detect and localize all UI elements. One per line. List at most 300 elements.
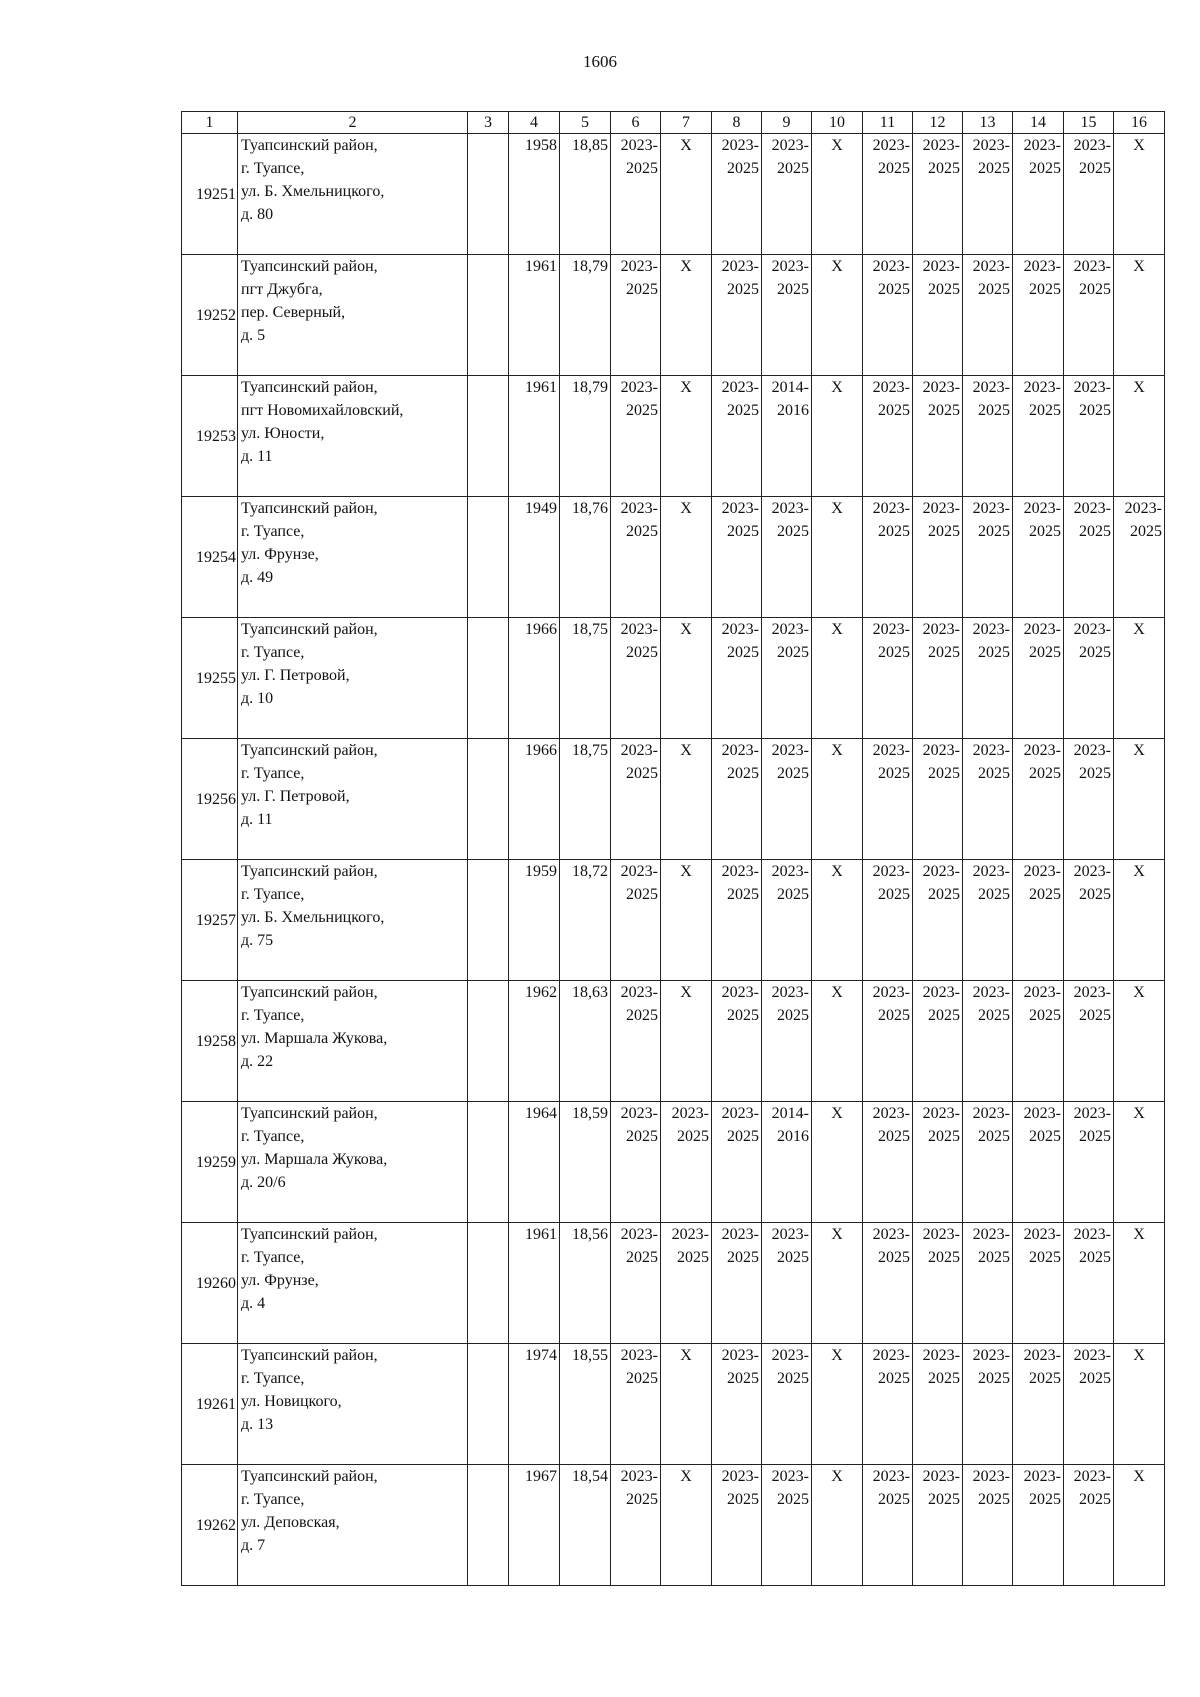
address-line: пер. Северный, — [241, 304, 346, 321]
period-line: Х — [680, 1347, 692, 1364]
period-line: 2023- — [1023, 258, 1061, 275]
cell-c10 — [812, 981, 863, 1102]
period-line: 2023- — [721, 621, 759, 638]
period-line: 2023- — [620, 863, 658, 880]
period-line: 2025 — [1130, 523, 1162, 540]
period-line: Х — [680, 137, 692, 154]
period-line: Х — [680, 742, 692, 759]
cell-c14 — [1013, 497, 1064, 618]
cell-c3 — [468, 1102, 509, 1223]
period-line: 2025 — [978, 402, 1010, 419]
address-line: д. 4 — [241, 1295, 266, 1312]
period-line: 2025 — [1029, 402, 1061, 419]
table-row — [182, 1344, 1165, 1465]
cell-c15 — [1064, 1344, 1114, 1465]
period-line: Х — [831, 863, 843, 880]
cell-c4: 1966 — [509, 618, 560, 739]
period-line: 2023- — [771, 1226, 809, 1243]
period-line: Х — [1133, 863, 1145, 880]
period-line: 2025 — [727, 1370, 759, 1387]
cell-c5: 18,59 — [560, 1102, 611, 1223]
period-line: 2025 — [777, 886, 809, 903]
cell-c16 — [1114, 1344, 1165, 1465]
cell-c14 — [1013, 860, 1064, 981]
cell-c8 — [712, 739, 762, 860]
period-line: 2023- — [620, 1468, 658, 1485]
period-line: 2025 — [978, 1249, 1010, 1266]
period-line: 2025 — [878, 160, 910, 177]
period-line: 2023- — [922, 1468, 960, 1485]
cell-c12 — [913, 981, 963, 1102]
table-row — [182, 1102, 1165, 1223]
cell-c4: 1961 — [509, 255, 560, 376]
cell-c11 — [863, 1223, 913, 1344]
cell-c8 — [712, 376, 762, 497]
cell-c7 — [661, 618, 712, 739]
period-line: 2025 — [777, 160, 809, 177]
cell-c7 — [661, 860, 712, 981]
period-line: 2023- — [1073, 1226, 1111, 1243]
period-line: 2025 — [777, 1491, 809, 1508]
cell-c4: 1961 — [509, 1223, 560, 1344]
address-line: г. Туапсе, — [241, 886, 305, 903]
period-line: 2025 — [727, 644, 759, 661]
address-cell — [238, 134, 468, 255]
cell-c8 — [712, 981, 762, 1102]
period-line: 2025 — [626, 1491, 658, 1508]
cell-c9 — [762, 981, 812, 1102]
period-line: 2025 — [1079, 1249, 1111, 1266]
period-line: 2023- — [1073, 863, 1111, 880]
cell-c15 — [1064, 376, 1114, 497]
cell-c15 — [1064, 1102, 1114, 1223]
period-line: 2025 — [928, 402, 960, 419]
period-line: Х — [831, 984, 843, 1001]
row-number: 19256 — [182, 739, 238, 860]
period-line: 2025 — [978, 1491, 1010, 1508]
period-line: 2025 — [626, 644, 658, 661]
period-line: 2023- — [620, 1105, 658, 1122]
cell-c15 — [1064, 860, 1114, 981]
table-row — [182, 618, 1165, 739]
period-line: 2025 — [978, 1007, 1010, 1024]
period-line: 2023- — [972, 621, 1010, 638]
cell-c15 — [1064, 739, 1114, 860]
address-line: д. 75 — [241, 932, 274, 949]
column-header-6: 6 — [611, 112, 661, 134]
cell-c8 — [712, 860, 762, 981]
period-line: 2023- — [1073, 621, 1111, 638]
cell-c5: 18,75 — [560, 618, 611, 739]
period-line: 2023- — [721, 863, 759, 880]
row-number: 19251 — [182, 134, 238, 255]
period-line: 2025 — [1029, 1249, 1061, 1266]
period-line: 2023- — [922, 1347, 960, 1364]
cell-c6 — [611, 1344, 661, 1465]
period-line: 2025 — [928, 765, 960, 782]
cell-c7 — [661, 1102, 712, 1223]
cell-c6 — [611, 255, 661, 376]
cell-c16 — [1114, 1223, 1165, 1344]
cell-c14 — [1013, 255, 1064, 376]
address-line: ул. Г. Петровой, — [241, 667, 350, 684]
address-line: Туапсинский район, — [241, 621, 378, 638]
cell-c3 — [468, 860, 509, 981]
cell-c9 — [762, 1223, 812, 1344]
period-line: 2023- — [1023, 1468, 1061, 1485]
column-header-1: 1 — [182, 112, 238, 134]
column-header-5: 5 — [560, 112, 611, 134]
cell-c3 — [468, 618, 509, 739]
period-line: Х — [831, 500, 843, 517]
cell-c8 — [712, 497, 762, 618]
period-line: Х — [1133, 258, 1145, 275]
address-line: ул. Маршала Жукова, — [241, 1151, 388, 1168]
cell-c7 — [661, 739, 712, 860]
address-line: Туапсинский район, — [241, 500, 378, 517]
cell-c5: 18,76 — [560, 497, 611, 618]
cell-c13 — [963, 134, 1013, 255]
cell-c4: 1964 — [509, 1102, 560, 1223]
period-line: 2025 — [626, 281, 658, 298]
address-line: Туапсинский район, — [241, 1226, 378, 1243]
cell-c9 — [762, 376, 812, 497]
cell-c3 — [468, 376, 509, 497]
period-line: 2023- — [922, 863, 960, 880]
period-line: 2025 — [1079, 886, 1111, 903]
period-line: 2023- — [771, 1468, 809, 1485]
period-line: 2025 — [727, 1249, 759, 1266]
period-line: 2025 — [727, 1491, 759, 1508]
housing-registry-table — [181, 111, 1165, 1586]
cell-c4: 1967 — [509, 1465, 560, 1586]
period-line: 2023- — [721, 1226, 759, 1243]
period-line: 2023- — [872, 379, 910, 396]
row-number: 19259 — [182, 1102, 238, 1223]
period-line: 2025 — [878, 1491, 910, 1508]
period-line: 2025 — [928, 160, 960, 177]
cell-c10 — [812, 1344, 863, 1465]
period-line: 2025 — [928, 1370, 960, 1387]
column-header-15: 15 — [1064, 112, 1114, 134]
cell-c12 — [913, 1344, 963, 1465]
period-line: 2025 — [677, 1128, 709, 1145]
cell-c12 — [913, 860, 963, 981]
period-line: 2023- — [671, 1105, 709, 1122]
period-line: 2025 — [878, 281, 910, 298]
cell-c8 — [712, 1465, 762, 1586]
period-line: 2025 — [1029, 1491, 1061, 1508]
period-line: 2025 — [727, 765, 759, 782]
cell-c15 — [1064, 618, 1114, 739]
cell-c9 — [762, 739, 812, 860]
period-line: 2025 — [978, 1370, 1010, 1387]
period-line: 2014- — [771, 1105, 809, 1122]
cell-c6 — [611, 1102, 661, 1223]
period-line: 2023- — [872, 621, 910, 638]
period-line: Х — [1133, 621, 1145, 638]
address-line: Туапсинский район, — [241, 863, 378, 880]
period-line: 2025 — [928, 281, 960, 298]
cell-c12 — [913, 1465, 963, 1586]
period-line: 2023- — [1023, 984, 1061, 1001]
cell-c16 — [1114, 739, 1165, 860]
period-line: 2025 — [1079, 765, 1111, 782]
table-row — [182, 497, 1165, 618]
period-line: 2023- — [1073, 258, 1111, 275]
period-line: 2025 — [1029, 1370, 1061, 1387]
cell-c10 — [812, 255, 863, 376]
cell-c9 — [762, 618, 812, 739]
row-number: 19254 — [182, 497, 238, 618]
cell-c4: 1962 — [509, 981, 560, 1102]
period-line: 2025 — [777, 1370, 809, 1387]
cell-c8 — [712, 1344, 762, 1465]
period-line: Х — [831, 1226, 843, 1243]
address-line: ул. Г. Петровой, — [241, 788, 350, 805]
cell-c12 — [913, 739, 963, 860]
period-line: 2023- — [972, 984, 1010, 1001]
period-line: 2023- — [922, 379, 960, 396]
table-row — [182, 1223, 1165, 1344]
period-line: 2025 — [1029, 1007, 1061, 1024]
cell-c6 — [611, 739, 661, 860]
cell-c16 — [1114, 376, 1165, 497]
cell-c9 — [762, 497, 812, 618]
period-line: Х — [1133, 1105, 1145, 1122]
cell-c6 — [611, 860, 661, 981]
cell-c16 — [1114, 1465, 1165, 1586]
period-line: 2023- — [771, 621, 809, 638]
cell-c11 — [863, 255, 913, 376]
column-header-12: 12 — [913, 112, 963, 134]
cell-c13 — [963, 497, 1013, 618]
period-line: 2025 — [878, 886, 910, 903]
period-line: 2023- — [1073, 742, 1111, 759]
address-cell — [238, 1344, 468, 1465]
row-number: 19261 — [182, 1344, 238, 1465]
period-line: 2023- — [972, 137, 1010, 154]
period-line: 2023- — [872, 1226, 910, 1243]
cell-c11 — [863, 860, 913, 981]
column-header-7: 7 — [661, 112, 712, 134]
cell-c3 — [468, 1465, 509, 1586]
cell-c5: 18,55 — [560, 1344, 611, 1465]
cell-c7 — [661, 376, 712, 497]
period-line: 2023- — [872, 258, 910, 275]
period-line: Х — [1133, 984, 1145, 1001]
period-line: 2025 — [1079, 644, 1111, 661]
period-line: 2025 — [777, 523, 809, 540]
cell-c7 — [661, 1465, 712, 1586]
cell-c10 — [812, 134, 863, 255]
period-line: 2023- — [922, 742, 960, 759]
cell-c5: 18,79 — [560, 376, 611, 497]
cell-c7 — [661, 1223, 712, 1344]
cell-c8 — [712, 1102, 762, 1223]
period-line: Х — [831, 258, 843, 275]
period-line: Х — [831, 1347, 843, 1364]
cell-c3 — [468, 981, 509, 1102]
cell-c6 — [611, 497, 661, 618]
cell-c14 — [1013, 1465, 1064, 1586]
period-line: 2023- — [1023, 742, 1061, 759]
period-line: 2023- — [872, 500, 910, 517]
cell-c13 — [963, 1102, 1013, 1223]
row-number: 19252 — [182, 255, 238, 376]
period-line: Х — [831, 742, 843, 759]
period-line: 2023- — [872, 863, 910, 880]
period-line: 2023- — [721, 1468, 759, 1485]
cell-c15 — [1064, 1465, 1114, 1586]
period-line: Х — [680, 621, 692, 638]
column-header-9: 9 — [762, 112, 812, 134]
period-line: 2023- — [771, 137, 809, 154]
period-line: 2023- — [1073, 379, 1111, 396]
period-line: 2025 — [626, 523, 658, 540]
cell-c16 — [1114, 981, 1165, 1102]
column-header-11: 11 — [863, 112, 913, 134]
cell-c14 — [1013, 134, 1064, 255]
address-line: ул. Фрунзе, — [241, 1272, 319, 1289]
page-number: 1606 — [583, 52, 617, 71]
cell-c9 — [762, 1344, 812, 1465]
cell-c14 — [1013, 981, 1064, 1102]
period-line: 2016 — [777, 402, 809, 419]
cell-c7 — [661, 981, 712, 1102]
table-row — [182, 134, 1165, 255]
period-line: 2023- — [721, 1105, 759, 1122]
period-line: 2023- — [1073, 1347, 1111, 1364]
period-line: 2023- — [620, 621, 658, 638]
address-line: Туапсинский район, — [241, 1105, 378, 1122]
period-line: 2023- — [922, 500, 960, 517]
cell-c4: 1958 — [509, 134, 560, 255]
period-line: 2025 — [928, 1128, 960, 1145]
cell-c13 — [963, 376, 1013, 497]
column-header-14: 14 — [1013, 112, 1064, 134]
cell-c13 — [963, 1344, 1013, 1465]
address-line: д. 11 — [241, 448, 273, 465]
cell-c16 — [1114, 255, 1165, 376]
address-cell — [238, 255, 468, 376]
period-line: Х — [831, 1468, 843, 1485]
period-line: 2025 — [777, 1249, 809, 1266]
cell-c15 — [1064, 981, 1114, 1102]
address-line: Туапсинский район, — [241, 1347, 378, 1364]
cell-c16 — [1114, 618, 1165, 739]
period-line: 2025 — [928, 644, 960, 661]
cell-c16 — [1114, 860, 1165, 981]
period-line: 2025 — [677, 1249, 709, 1266]
period-line: 2025 — [1079, 281, 1111, 298]
period-line: 2025 — [777, 644, 809, 661]
period-line: 2023- — [1023, 1105, 1061, 1122]
period-line: 2023- — [972, 863, 1010, 880]
row-number: 19253 — [182, 376, 238, 497]
cell-c11 — [863, 1102, 913, 1223]
period-line: 2025 — [878, 1128, 910, 1145]
cell-c10 — [812, 739, 863, 860]
address-cell — [238, 376, 468, 497]
cell-c12 — [913, 1102, 963, 1223]
period-line: 2023- — [972, 742, 1010, 759]
period-line: 2025 — [928, 1249, 960, 1266]
period-line: 2023- — [972, 379, 1010, 396]
period-line: Х — [680, 1468, 692, 1485]
period-line: 2025 — [777, 765, 809, 782]
address-line: пгт Новомихайловский, — [241, 402, 404, 419]
period-line: Х — [1133, 742, 1145, 759]
column-header-3: 3 — [468, 112, 509, 134]
cell-c4: 1959 — [509, 860, 560, 981]
row-number: 19258 — [182, 981, 238, 1102]
period-line: 2025 — [928, 1491, 960, 1508]
period-line: 2025 — [978, 1128, 1010, 1145]
period-line: 2023- — [872, 742, 910, 759]
address-line: г. Туапсе, — [241, 1249, 305, 1266]
period-line: Х — [1133, 1468, 1145, 1485]
period-line: 2023- — [872, 1347, 910, 1364]
cell-c4: 1961 — [509, 376, 560, 497]
period-line: 2025 — [626, 160, 658, 177]
period-line: 2025 — [878, 765, 910, 782]
period-line: 2025 — [1029, 160, 1061, 177]
address-line: д. 5 — [241, 327, 266, 344]
cell-c12 — [913, 134, 963, 255]
address-cell — [238, 739, 468, 860]
column-number-header — [182, 112, 1165, 134]
period-line: 2016 — [777, 1128, 809, 1145]
address-line: г. Туапсе, — [241, 1370, 305, 1387]
cell-c6 — [611, 1223, 661, 1344]
period-line: 2023- — [620, 137, 658, 154]
cell-c10 — [812, 376, 863, 497]
table-row — [182, 1465, 1165, 1586]
cell-c9 — [762, 860, 812, 981]
table-row — [182, 860, 1165, 981]
address-line: ул. Б. Хмельницкого, — [241, 183, 385, 200]
period-line: 2025 — [978, 160, 1010, 177]
column-header-13: 13 — [963, 112, 1013, 134]
period-line: 2014- — [771, 379, 809, 396]
cell-c11 — [863, 1465, 913, 1586]
cell-c5: 18,56 — [560, 1223, 611, 1344]
period-line: 2023- — [671, 1226, 709, 1243]
address-line: г. Туапсе, — [241, 1491, 305, 1508]
period-line: 2023- — [1073, 984, 1111, 1001]
cell-c3 — [468, 497, 509, 618]
period-line: 2025 — [978, 765, 1010, 782]
cell-c9 — [762, 1465, 812, 1586]
cell-c3 — [468, 739, 509, 860]
period-line: 2023- — [620, 379, 658, 396]
cell-c8 — [712, 134, 762, 255]
address-line: Туапсинский район, — [241, 742, 378, 759]
address-line: г. Туапсе, — [241, 1128, 305, 1145]
cell-c12 — [913, 255, 963, 376]
table-row — [182, 255, 1165, 376]
period-line: 2025 — [1029, 281, 1061, 298]
address-line: д. 13 — [241, 1416, 274, 1433]
address-line: ул. Фрунзе, — [241, 546, 319, 563]
period-line: 2023- — [620, 1226, 658, 1243]
period-line: 2025 — [928, 1007, 960, 1024]
cell-c8 — [712, 1223, 762, 1344]
cell-c10 — [812, 860, 863, 981]
period-line: 2025 — [978, 644, 1010, 661]
address-line: Туапсинский район, — [241, 1468, 378, 1485]
